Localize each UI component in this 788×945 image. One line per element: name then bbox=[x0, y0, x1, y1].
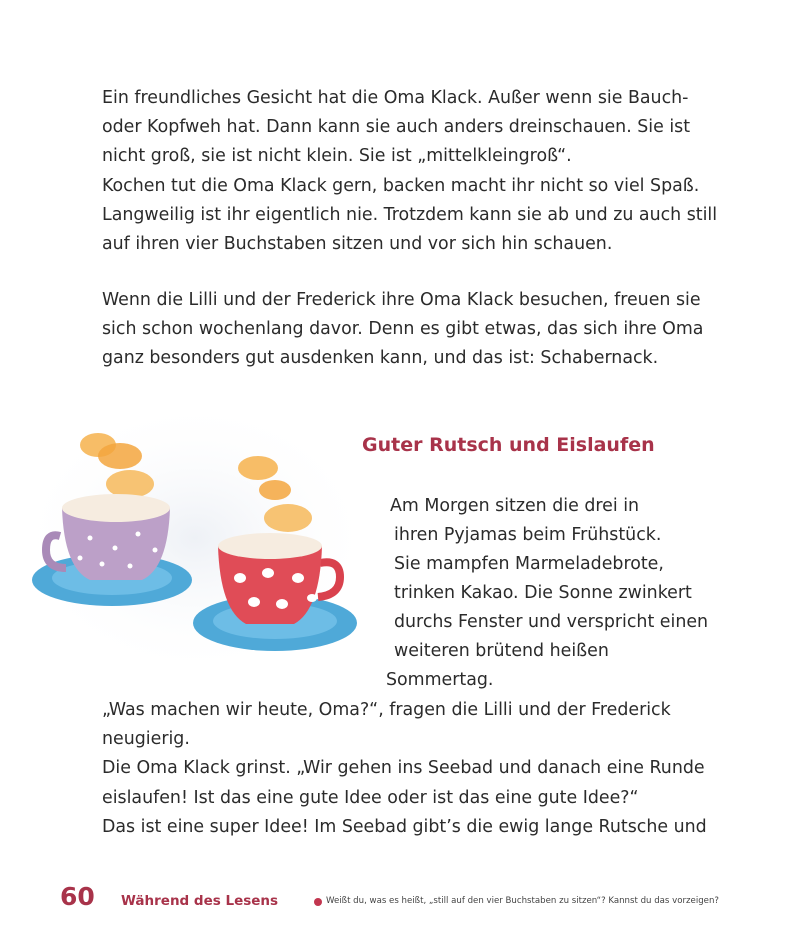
dialogue-paragraph bbox=[102, 696, 707, 842]
text-line: Die Oma Klack grinst. „Wir gehen ins Seebad und danach eine Runde bbox=[102, 758, 705, 779]
text-line: Langweilig ist ihr eigentlich nie. Trotzdem kann sie ab und zu auch still bbox=[102, 204, 718, 225]
section-label: Während des Lesens bbox=[121, 893, 279, 909]
text-line: ganz besonders gut ausdenken kann, und das ist: Schabernack. bbox=[102, 348, 659, 369]
text-line: oder Kopfweh hat. Dann kann sie auch anders dreinschauen. Sie ist bbox=[102, 117, 691, 138]
text-line: Wenn die Lilli und der Frederick ihre Oma Klack besuchen, freuen sie bbox=[102, 290, 701, 310]
second-paragraph bbox=[102, 286, 703, 374]
text-line: Ein freundliches Gesicht hat die Oma Klack. Außer wenn sie Bauch- bbox=[102, 88, 689, 108]
text-line: sich schon wochenlang davor. Denn es gibt etwas, das sich ihre Oma bbox=[102, 319, 704, 340]
text-line: eislaufen! Ist das eine gute Idee oder ist das eine gute Idee?“ bbox=[102, 787, 639, 808]
page-number: 60 bbox=[60, 882, 95, 911]
text-line: Am Morgen sitzen die drei in bbox=[390, 496, 640, 516]
footer-question: Weißt du, was es heißt, „still auf den vier Buchstaben zu sitzen“? Kannst du das vorzeigen? bbox=[326, 896, 719, 906]
intro-paragraph bbox=[102, 84, 717, 259]
text-line: ihren Pyjamas beim Frühstück. bbox=[394, 525, 662, 545]
text-line: Kochen tut die Oma Klack gern, backen macht ihr nicht so viel Spaß. bbox=[102, 175, 700, 196]
text-line: auf ihren vier Buchstaben sitzen und vor sich hin schauen. bbox=[102, 234, 613, 255]
bullet-icon bbox=[314, 898, 322, 906]
text-line: nicht groß, sie ist nicht klein. Sie ist „mittelkleingroß“. bbox=[102, 146, 572, 167]
text-line: Sie mampfen Marmeladebrote, bbox=[394, 554, 664, 574]
teacups-illustration bbox=[20, 398, 380, 698]
text-line: Sommertag. bbox=[386, 670, 494, 690]
text-line: neugierig. bbox=[102, 729, 190, 750]
text-line: trinken Kakao. Die Sonne zwinkert bbox=[394, 583, 692, 603]
text-line: durchs Fenster und verspricht einen bbox=[394, 612, 709, 632]
chapter-heading: Guter Rutsch und Eislaufen bbox=[362, 434, 655, 456]
text-line: „Was machen wir heute, Oma?“, fragen die Lilli und der Frederick bbox=[102, 700, 671, 720]
text-line: Das ist eine super Idee! Im Seebad gibt’s die ewig lange Rutsche und bbox=[102, 816, 707, 837]
text-line: weiteren brütend heißen bbox=[394, 641, 609, 661]
